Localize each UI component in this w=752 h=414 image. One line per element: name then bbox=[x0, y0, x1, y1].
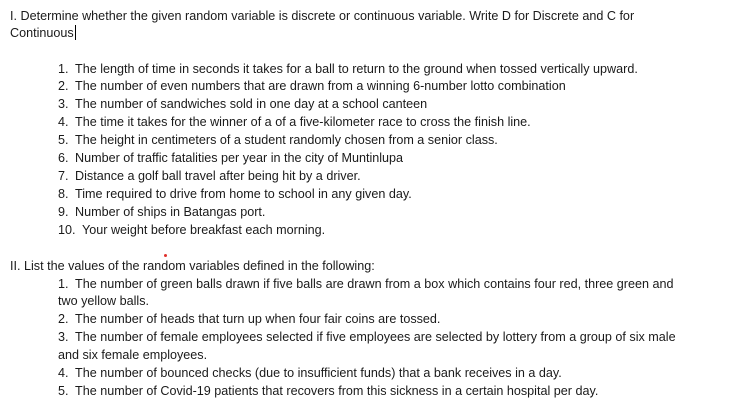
list-text: The height in centimeters of a student randomly chosen from a senior class. bbox=[75, 133, 498, 147]
spellcheck-marker bbox=[164, 254, 167, 257]
list-text: The number of female employees selected if five employees are selected by lottery from a group of six male bbox=[75, 330, 676, 344]
part1-heading-cont bbox=[10, 25, 76, 41]
list-item bbox=[58, 311, 440, 327]
list-item bbox=[58, 168, 361, 184]
list-text: The number of bounced checks (due to insufficient funds) that a bank receives in a day. bbox=[75, 366, 562, 380]
list-item bbox=[58, 78, 566, 94]
list-number: 1. bbox=[58, 62, 69, 76]
list-text: Time required to drive from home to school in any given day. bbox=[75, 187, 412, 201]
list-text: The length of time in seconds it takes for a ball to return to the ground when tossed vertically upward. bbox=[75, 62, 638, 76]
list-number: 4. bbox=[58, 115, 69, 129]
list-text: The number of green balls drawn if five balls are drawn from a box which contains four red, three green and bbox=[75, 277, 674, 291]
list-number: 4. bbox=[58, 366, 69, 380]
list-text-cont: two yellow balls. bbox=[58, 294, 149, 308]
list-text: Your weight before breakfast each morning. bbox=[82, 223, 326, 237]
list-number: 8. bbox=[58, 187, 69, 201]
list-item-continuation bbox=[58, 347, 207, 363]
part2-heading-text: II. List the values of the random variables defined in the following: bbox=[10, 259, 375, 273]
list-text: The time it takes for the winner of a of a five-kilometer race to cross the finish line. bbox=[75, 115, 531, 129]
list-item bbox=[58, 383, 598, 399]
list-text-cont: and six female employees. bbox=[58, 348, 208, 362]
part1-heading-line2: Continuous bbox=[10, 26, 74, 40]
part1-heading bbox=[10, 8, 634, 24]
list-item bbox=[58, 150, 403, 166]
list-item bbox=[58, 365, 562, 381]
list-item bbox=[58, 276, 674, 292]
list-text: Number of ships in Batangas port. bbox=[75, 205, 266, 219]
list-text: The number of sandwiches sold in one day at a school canteen bbox=[75, 97, 428, 111]
list-number: 7. bbox=[58, 169, 69, 183]
list-item bbox=[58, 132, 498, 148]
list-item bbox=[58, 96, 427, 112]
list-text: Distance a golf ball travel after being hit by a driver. bbox=[75, 169, 361, 183]
list-item bbox=[58, 204, 265, 220]
list-number: 2. bbox=[58, 312, 69, 326]
part2-heading bbox=[10, 258, 375, 274]
list-text: The number of Covid-19 patients that recovers from this sickness in a certain hospital per day. bbox=[75, 384, 599, 398]
list-number: 10. bbox=[58, 223, 76, 237]
list-item-continuation bbox=[58, 293, 149, 309]
list-item bbox=[58, 329, 676, 345]
text-cursor bbox=[75, 25, 76, 40]
list-text: Number of traffic fatalities per year in the city of Muntinlupa bbox=[75, 151, 404, 165]
list-number: 2. bbox=[58, 79, 69, 93]
list-item bbox=[58, 222, 325, 238]
list-item bbox=[58, 114, 531, 130]
list-number: 3. bbox=[58, 330, 69, 344]
list-number: 1. bbox=[58, 277, 69, 291]
list-number: 5. bbox=[58, 133, 69, 147]
list-text: The number of even numbers that are drawn from a winning 6-number lotto combination bbox=[75, 79, 566, 93]
list-item bbox=[58, 186, 412, 202]
list-number: 3. bbox=[58, 97, 69, 111]
list-text: The number of heads that turn up when four fair coins are tossed. bbox=[75, 312, 441, 326]
list-number: 6. bbox=[58, 151, 69, 165]
part1-heading-line1: I. Determine whether the given random variable is discrete or continuous variable. Write D for Discrete and C for bbox=[10, 9, 635, 23]
list-item bbox=[58, 61, 638, 77]
list-number: 9. bbox=[58, 205, 69, 219]
list-number: 5. bbox=[58, 384, 69, 398]
